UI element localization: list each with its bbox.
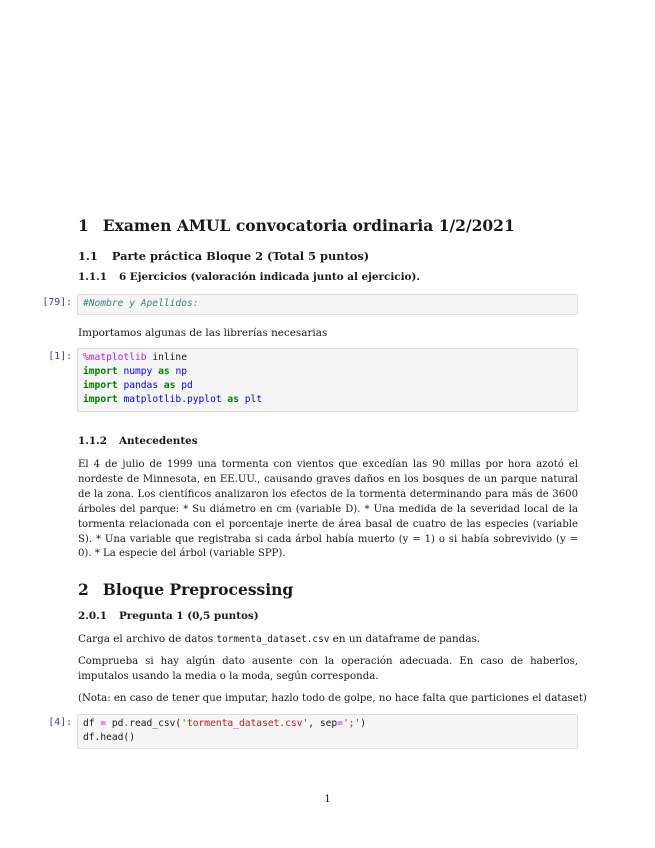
- carga-paragraph: [78, 632, 578, 647]
- keyword-import: import: [83, 380, 118, 391]
- code-string: 'tormenta_dataset.csv': [181, 718, 309, 729]
- subsubsection-title: 6 Ejercicios (valoración indicada junto al ejercicio).: [118, 271, 421, 283]
- subsubsection-number: 1.1.2: [78, 435, 107, 447]
- carga-text-pre: Carga el archivo de datos: [78, 633, 217, 645]
- nota-paragraph: (Nota: en caso de tener que imputar, hazlo todo de golpe, no hace falta que particiones el dataset): [78, 693, 587, 704]
- code-operator: =: [100, 718, 107, 729]
- cell-prompt-1: [1]:: [48, 351, 72, 362]
- keyword-import: import: [83, 366, 118, 377]
- comprueba-paragraph: Comprueba si hay algún dato ausente con la operación adecuada. En caso de haberlos, imputalos usando la media o la moda, según corresponda.: [78, 656, 578, 682]
- code-token: ): [360, 718, 367, 729]
- subsubsection-number: 2.0.1: [78, 610, 107, 622]
- keyword-as: as: [163, 380, 176, 391]
- keyword-import: import: [83, 394, 118, 405]
- module-name: numpy: [123, 366, 153, 377]
- keyword-as: as: [158, 366, 170, 377]
- cell-prompt-79: [79]:: [42, 297, 72, 308]
- code-cell-4[interactable]: [77, 714, 578, 749]
- code-operator: .: [123, 718, 130, 729]
- section-number: 1: [78, 216, 89, 235]
- magic-command: %matplotlib: [83, 352, 147, 363]
- section-title: Examen AMUL convocatoria ordinaria 1/2/2021: [102, 216, 515, 235]
- code-token: , sep: [308, 718, 338, 729]
- code-cell-79[interactable]: [77, 294, 578, 315]
- page-number: 1: [324, 793, 331, 805]
- intro-paragraph: Importamos algunas de las librerías necesarias: [78, 327, 328, 339]
- code-string: ';': [342, 718, 361, 729]
- code-comment: #Nombre y Apellidos:: [83, 298, 199, 309]
- carga-filename: tormenta_dataset.csv: [216, 634, 330, 645]
- section-heading-2: [78, 580, 293, 599]
- code-token: pd: [106, 718, 124, 729]
- subsubsection-number: 1.1.1: [78, 271, 107, 283]
- subsubsection-heading-1-1-1: [78, 271, 420, 283]
- module-alias: pd: [181, 380, 193, 391]
- subsubsection-heading-1-1-2: [78, 435, 198, 447]
- keyword-as: as: [227, 394, 239, 405]
- code-operator: =: [337, 718, 343, 729]
- section-title: Bloque Preprocessing: [102, 580, 294, 599]
- module-name: matplotlib.pyplot: [123, 394, 222, 405]
- subsection-number: 1.1: [78, 249, 98, 263]
- code-token: read_csv(: [129, 718, 182, 729]
- module-name: pandas: [123, 380, 159, 391]
- module-alias: plt: [244, 394, 263, 405]
- subsubsection-heading-2-0-1: [78, 610, 259, 622]
- code-token: df: [83, 718, 101, 729]
- carga-text-post: en un dataframe de pandas.: [329, 633, 481, 645]
- magic-arg: inline: [146, 352, 187, 363]
- antecedentes-paragraph: El 4 de julio de 1999 una tormenta con vientos que excedían las 90 millas por hora azotó el nordeste de Minnesota, en EE.UU., causando graves daños en los bosques de un parque natural de la zona. Los científicos analizaron los efectos de la tormenta determinando para más de 3600 árboles del parque: * Su diámetro en cm (variable D). * Una medida de la severidad local de la tormenta relacionada con el porcentaje inerte de área basal de cuatro de las especies (variable S). * Una variable que registraba si cada árbol había muerto (y = 1) o si había sobrevivido (y = 0). * La especie del árbol (variable SPP).: [78, 459, 578, 560]
- subsubsection-title: Pregunta 1 (0,5 puntos): [118, 610, 259, 622]
- module-alias: np: [175, 366, 188, 377]
- cell-prompt-4: [4]:: [48, 717, 72, 728]
- section-heading-1: [78, 216, 515, 235]
- subsubsection-title: Antecedentes: [118, 435, 198, 447]
- code-token: df.head(): [83, 732, 135, 743]
- code-cell-1[interactable]: [77, 348, 578, 412]
- subsection-title: Parte práctica Bloque 2 (Total 5 puntos): [111, 249, 370, 263]
- section-number: 2: [78, 580, 89, 599]
- subsection-heading-1-1: [78, 249, 369, 263]
